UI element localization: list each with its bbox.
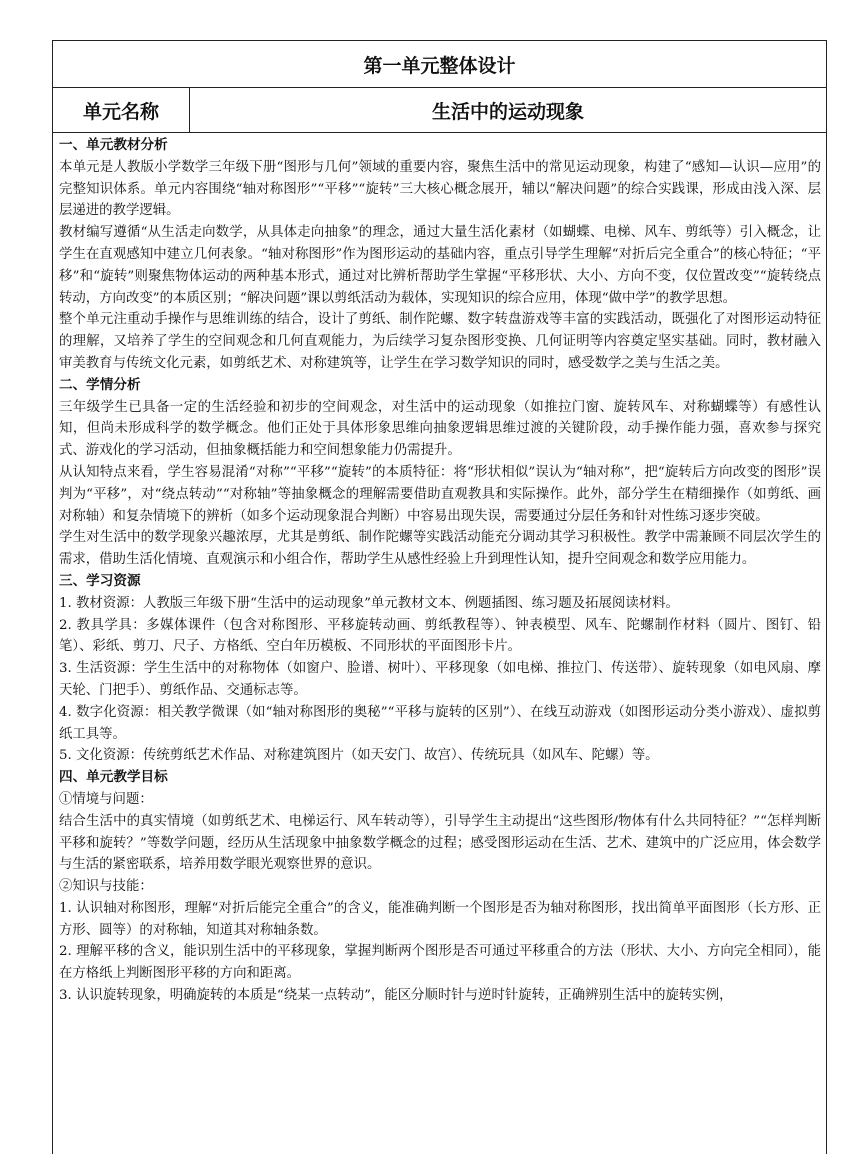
section-heading: 二、学情分析 bbox=[59, 376, 141, 393]
list-item: 3. 生活资源：学生生活中的对称物体（如窗户、脸谱、树叶）、平移现象（如电梯、推拉门、传送带）、旋转现象（如电风扇、摩天轮、门把手）、剪纸作品、交通标志等。 bbox=[59, 661, 821, 698]
list-item: 1. 教材资源：人教版三年级下册“生活中的运动现象”单元教材文本、例题插图、练习题及拓展阅读材料。 bbox=[59, 595, 679, 611]
paragraph: 教材编写遵循“从生活走向数学，从具体走向抽象”的理念，通过大量生活化素材（如蝴蝶、电梯、风车、剪纸等）引入概念，让学生在直观感知中建立几何表象。“轴对称图形”作为图形运动的基础内容，重点引导学生理解“对折后完全重合”的核心特征；“平移”和“旋转”则聚焦物体运动的两种基本形式，通过对比辨析帮助学生掌握“平移形状、大小、方向不变，仅位置改变”“旋转绕点转动，方向改变”的本质区别；“解决问题”课以剪纸活动为载体，实现知识的综合应用，体现“做中学”的教学思想。 bbox=[59, 225, 821, 306]
list-item: 2. 教具学具：多媒体课件（包含对称图形、平移旋转动画、剪纸教程等）、钟表模型、风车、陀螺制作材料（圆片、图钉、铅笔）、彩纸、剪刀、尺子、方格纸、空白年历模板、不同形状的平面图形卡片。 bbox=[59, 617, 821, 655]
unit-name-row bbox=[53, 88, 826, 133]
paragraph: 三年级学生已具备一定的生活经验和初步的空间观念，对生活中的运动现象（如推拉门窗、旋转风车、对称蝴蝶等）有感性认知，但尚未形成科学的数学概念。他们正处于具体形象思维向抽象逻辑思维过渡的关键阶段，动手操作能力强，喜欢参与探究式、游戏化的学习活动，但抽象概括能力和空间想象能力仍需提升。 bbox=[59, 399, 821, 459]
paragraph: 本单元是人教版小学数学三年级下册“图形与几何”领域的重要内容，聚焦生活中的常见运动现象，构建了“感知—认识—应用”的完整知识体系。单元内容围绕“轴对称图形”“平移”“旋转”三大核心概念展开，辅以“解决问题”的综合实践课，形成由浅入深、层层递进的教学逻辑。 bbox=[59, 159, 821, 219]
section-heading: 一、单元教材分析 bbox=[59, 137, 168, 153]
list-item: 1. 认识轴对称图形，理解“对折后能完全重合”的含义，能准确判断一个图形是否为轴对称图形，找出简单平面图形（长方形、正方形、圆等）的对称轴，知道其对称轴条数。 bbox=[59, 900, 821, 938]
list-item: 2. 理解平移的含义，能识别生活中的平移现象，掌握判断两个图形是否可通过平移重合的方法（形状、大小、方向完全相同），能在方格纸上判断图形平移的方向和距离。 bbox=[59, 944, 821, 982]
unit-design-table bbox=[52, 40, 827, 1154]
section-heading: 四、单元教学目标 bbox=[59, 769, 168, 786]
subheading: ①情境与问题： bbox=[59, 791, 153, 807]
paragraph: 结合生活中的真实情境（如剪纸艺术、电梯运行、风车转动等），引导学生主动提出“这些图形/物体有什么共同特征？”“怎样判断平移和旋转？”等数学问题，经历从生活现象中抽象数学概念的过程；感受图形运动在生活、艺术、建筑中的广泛应用，体会数学与生活的紧密联系，培养用数学眼光观察世界的意识。 bbox=[59, 813, 821, 873]
subheading: ②知识与技能： bbox=[59, 879, 153, 895]
paragraph: 学生对生活中的数学现象兴趣浓厚，尤其是剪纸、制作陀螺等实践活动能充分调动其学习积极性。教学中需兼顾不同层次学生的需求，借助生活化情境、直观演示和小组合作，帮助学生从感性经验上升到理性认知，提升空间观念和数学应用能力。 bbox=[59, 530, 821, 568]
section-heading: 三、学习资源 bbox=[59, 572, 141, 589]
content-cell bbox=[53, 133, 826, 1007]
unit-name-value: 生活中的运动现象 bbox=[431, 100, 584, 123]
list-item: 4. 数字化资源：相关教学微课（如“轴对称图形的奥秘”“平移与旋转的区别”）、在线互动游戏（如图形运动分类小游戏）、虚拟剪纸工具等。 bbox=[59, 704, 821, 742]
list-item: 3. 认识旋转现象，明确旋转的本质是“绕某一点转动”，能区分顺时针与逆时针旋转，正确辨别生活中的旋转实例， bbox=[59, 988, 733, 1004]
list-item: 5. 文化资源：传统剪纸艺术作品、对称建筑图片（如天安门、故宫）、传统玩具（如风车、陀螺）等。 bbox=[59, 748, 659, 764]
table-title: 第一单元整体设计 bbox=[53, 41, 826, 88]
unit-name-label: 单元名称 bbox=[53, 88, 190, 132]
paragraph: 整个单元注重动手操作与思维训练的结合，设计了剪纸、制作陀螺、数字转盘游戏等丰富的实践活动，既强化了对图形运动特征的理解，又培养了学生的空间观念和几何直观能力，为后续学习复杂图形变换、几何证明等内容奠定坚实基础。同时，教材融入审美教育与传统文化元素，如剪纸艺术、对称建筑等，让学生在学习数学知识的同时，感受数学之美与生活之美。 bbox=[59, 312, 821, 371]
paragraph: 从认知特点来看，学生容易混淆“对称”“平移”“旋转”的本质特征：将“形状相似”误认为“轴对称”，把“旋转后方向改变的图形”误判为“平移”，对“绕点转动”“对称轴”等抽象概念的理解需要借助直观教具和实际操作。此外，部分学生在精细操作（如剪纸、画对称轴）和复杂情境下的辨析（如多个运动现象混合判断）中容易出现失误，需要通过分层任务和针对性练习逐步突破。 bbox=[59, 464, 821, 524]
